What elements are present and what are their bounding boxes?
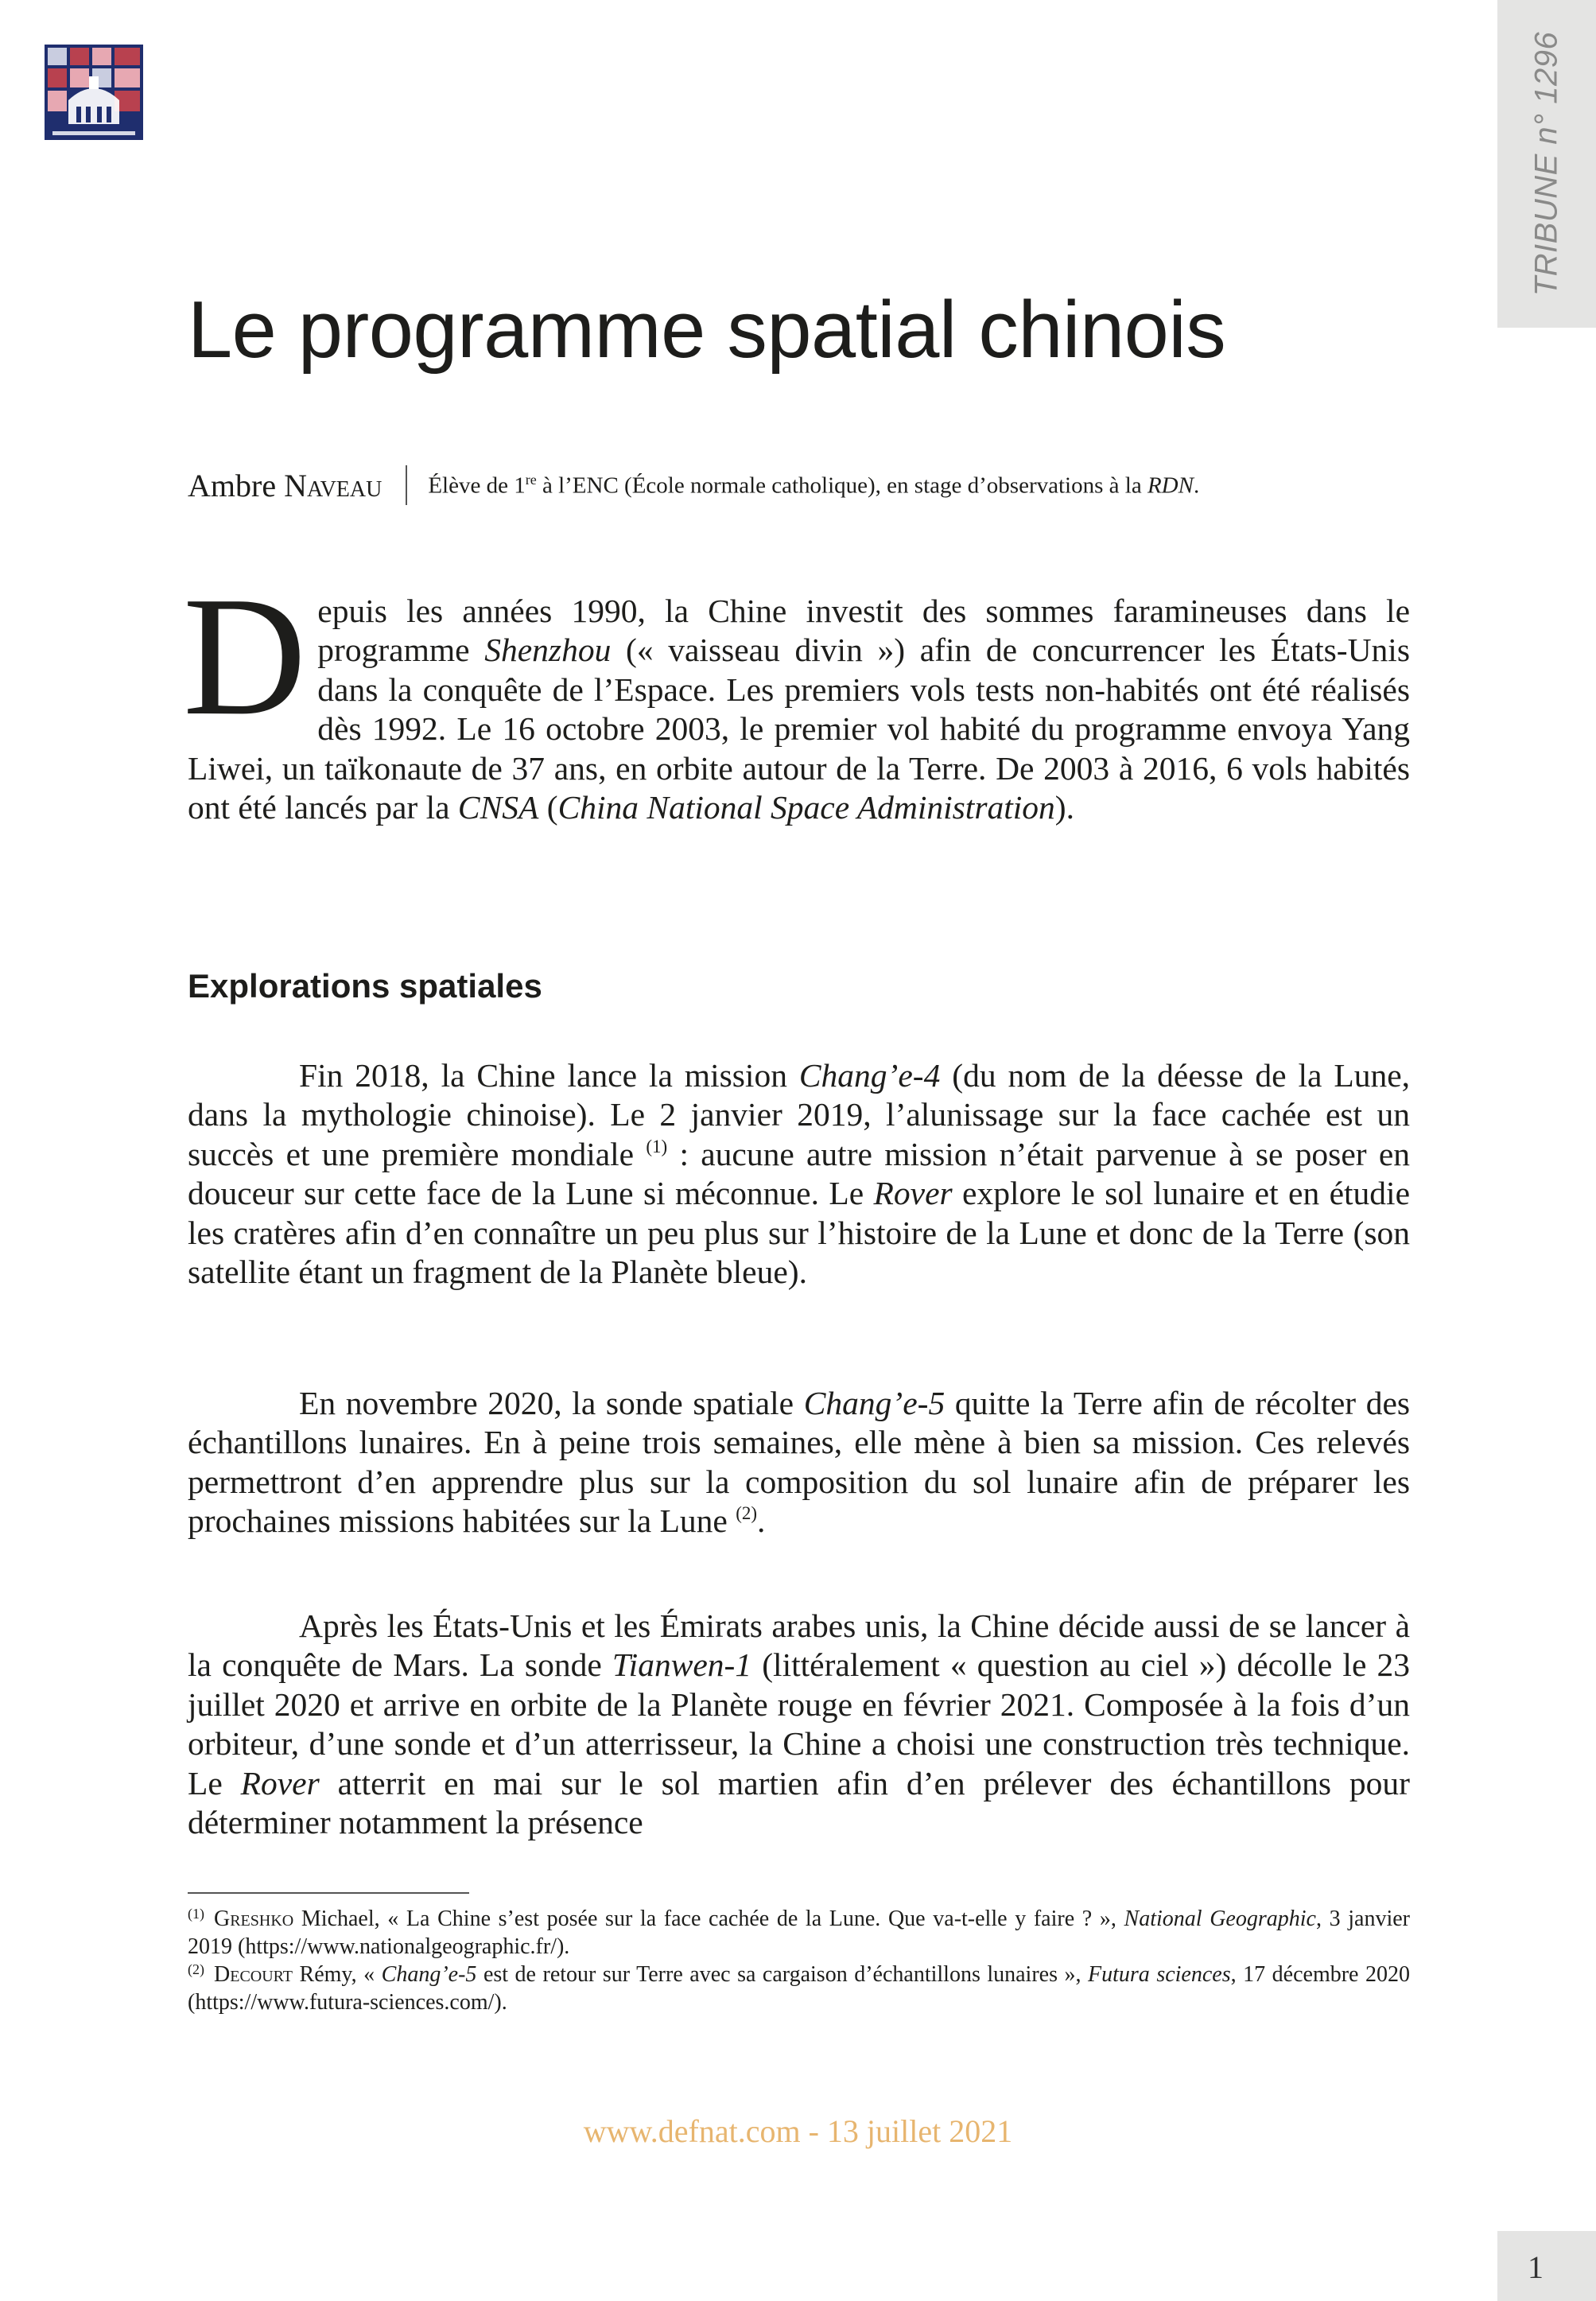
footnote-2: $^{(2)}$ Decourt Rémy, « Chang’e-5 est de retour sur Terre avec sa cargaison d’échantillons lunaires », Futura sciences, 17 décembre 2020 (https://www.futura-sciences.com/). (188, 1961, 1410, 2015)
footnote-divider (188, 1892, 469, 1894)
section-heading: Explorations spatiales (188, 967, 542, 1005)
footnote-ref-1[interactable]: (1) (646, 1136, 668, 1156)
page-title: Le programme spatial chinois (188, 286, 1226, 375)
author-role: Élève de 1re à l’ENC (École normale catholique), en stage d’observations à la RDN. (428, 471, 1200, 499)
lead-paragraph: Depuis les années 1990, la Chine investit des sommes faramineuses dans le programme Shenzhou (« vaisseau divin ») afin de concurrencer les États-Unis dans la conquête de l’Espace. Les premiers vols tests non-habités ont été réalisés dès 1992. Le 16 octobre 2003, le premier vol habité du programme envoya Yang Liwei, un taïkonaute de 37 ans, en orbite autour de la Terre. De 2003 à 2016, 6 vols habités ont été lancés par la CNSA (China National Space Administration). (183, 561, 1410, 826)
paragraph-tianwen-1: Après les États-Unis et les Émirats arabes unis, la Chine décide aussi de se lancer à la conquête de Mars. La sonde Tianwen-1 (littéralement « question au ciel ») décolle le 23 juillet 2020 et arrive en orbite de la Planète rouge en février 2021. Composée à la fois d’un orbiteur, d’une sonde et d’un atterrisseur, la Chine a choisi une construction très technique. Le Rover atterrit en mai sur le sol martien afin d’en prélever des échantillons pour déterminer notamment la présence (188, 1607, 1410, 1841)
drop-cap: D (183, 561, 307, 751)
side-tab (1497, 0, 1596, 328)
footnote-ref-2[interactable]: (2) (736, 1503, 758, 1524)
paragraph-change-5: En novembre 2020, la sonde spatiale Chang’e-5 quitte la Terre afin de récolter des échantillons lunaires. En à peine trois semaines, elle mène à bien sa mission. Ces relevés permettront d’en apprendre plus sur la composition du sol lunaire afin de préparer les prochaines missions habitées sur la Lune $^{(2)}$. (188, 1385, 1411, 1540)
paragraph-change-4: Fin 2018, la Chine lance la mission Chang’e-4 (du nom de la déesse de la Lune, dans la mythologie chinoise). Le 2 janvier 2019, l’alunissage sur la face cachée est un succès et une première mondiale $^{(1)}$ : aucune autre mission n’était parvenue à se poser en douceur sur cette face de la Lune si méconnue. Le Rover explore le sol lunaire et en étudie les cratères afin d’en connaître un peu plus sur l’histoire de la Lune et donc de la Terre (son satellite étant un fragment de la Planète bleue). (188, 1057, 1411, 1291)
author-separator (406, 465, 407, 505)
author-name: Ambre Naveau (188, 467, 382, 503)
page-number: 1 (1528, 2249, 1544, 2285)
page-footer[interactable]: www.defnat.com - 13 juillet 2021 (583, 2113, 1013, 2149)
footnote-1: $^{(1)}$ Greshko Michael, « La Chine s’est posée sur la face cachée de la Lune. Que va-t-elle y faire ? », National Geographic, 3 janvier 2019 (https://www.nationalgeographic.fr/). (188, 1906, 1410, 1959)
logo-emblem-icon (45, 45, 143, 140)
publication-logo (45, 45, 143, 140)
tribune-label: TRIBUNE n° 1296 (1528, 31, 1564, 297)
author-line (188, 463, 1199, 507)
page-number-box (1497, 2231, 1596, 2301)
